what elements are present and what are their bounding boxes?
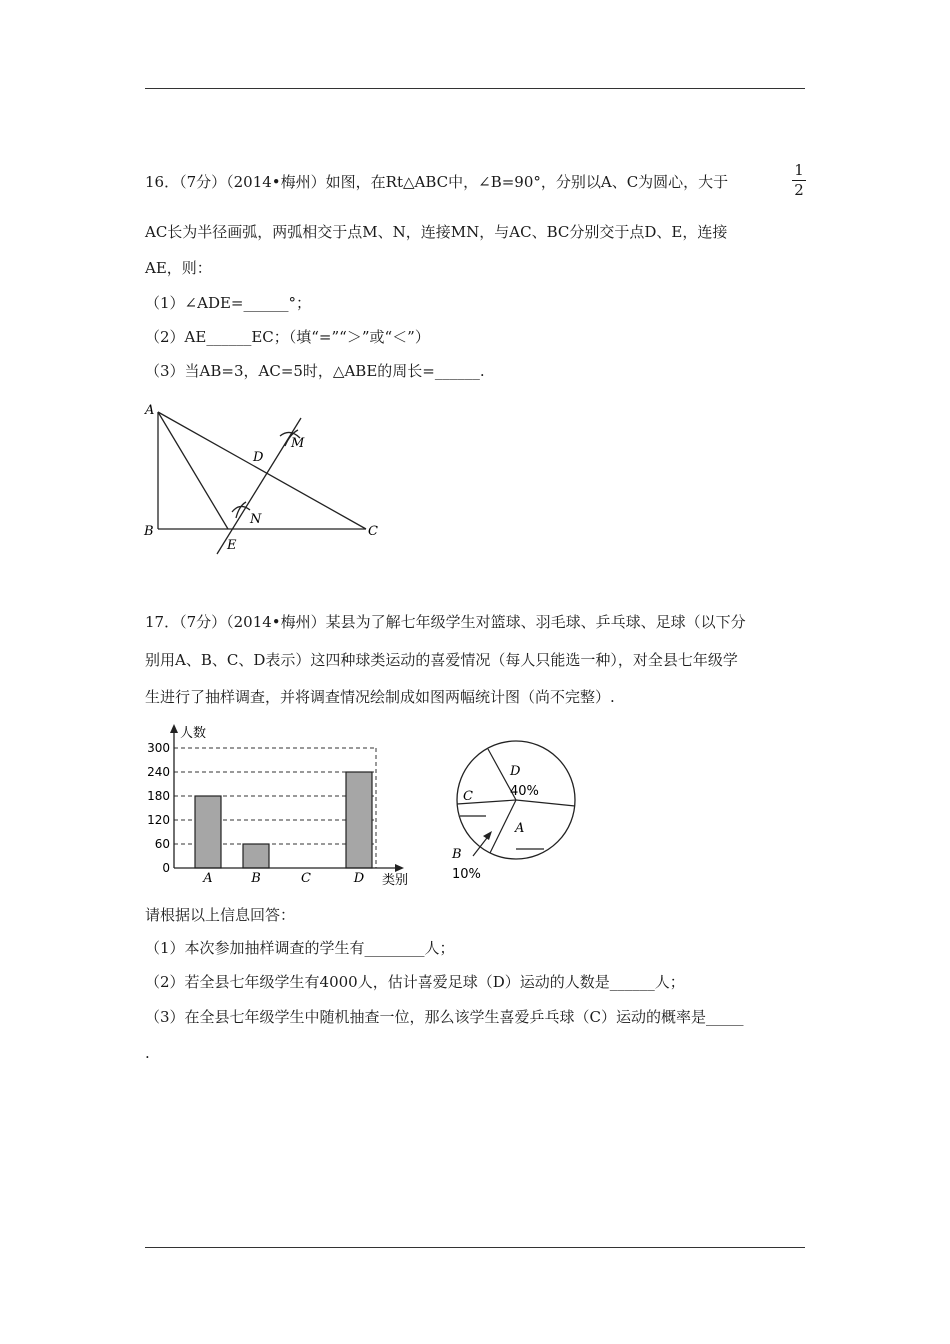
q16-line2: AC长为半径画弧，两弧相交于点M、N，连接MN，与AC、BC分别交于点D、E，连接 <box>145 223 728 241</box>
fraction-denominator: 2 <box>794 181 804 199</box>
x-axis-label: 类别 <box>382 873 409 888</box>
pie-label-d: D <box>510 764 521 779</box>
q17-item1: （1）本次参加抽样调查的学生有________人； <box>145 939 455 957</box>
label-c: C <box>368 524 378 539</box>
q17-item3-end: . <box>145 1044 150 1062</box>
q16-line1: 16．（7分）（2014•梅州）如图，在Rt△ABC中，∠B=90°，分别以A、C为圆心，大于 <box>145 173 729 191</box>
x-axis-arrow <box>395 864 404 872</box>
label-a: A <box>145 403 155 418</box>
q16-line3: AE，则： <box>145 259 212 277</box>
pie-label-b: B <box>452 847 462 862</box>
q16-item2: （2）AE______EC；（填“=”“＞”或“＜”） <box>145 328 430 346</box>
q17-prompt: 请根据以上信息回答： <box>145 906 296 924</box>
q17-line2: 别用A、B、C、D表示）这四种球类运动的喜爱情况（每人只能选一种），对全县七年级学 <box>145 651 738 669</box>
q17-item2: （2）若全县七年级学生有4000人，估计喜爱足球（D）运动的人数是______人； <box>145 973 685 991</box>
label-d: D <box>253 450 264 465</box>
bar-D <box>346 772 372 868</box>
triangle-figure <box>140 398 390 563</box>
y-axis-arrow <box>170 724 178 733</box>
q17-line1: 17．（7分）（2014•梅州）某县为了解七年级学生对篮球、羽毛球、乒乓球、足球（以下分 <box>145 613 746 631</box>
pie-value-b: 10% <box>452 867 481 882</box>
bar-chart <box>140 720 425 890</box>
fraction-one-half <box>792 162 806 199</box>
segment-ae <box>158 412 228 529</box>
q17-line3: 生进行了抽样调查，并将调查情况绘制成如图两幅统计图（尚不完整）. <box>145 688 615 706</box>
label-e: E <box>227 538 237 553</box>
label-b: B <box>144 524 154 539</box>
category-B: B <box>251 871 261 886</box>
pie-label-c: C <box>463 789 473 804</box>
pie-arrow-b-head <box>483 831 492 840</box>
label-m: M <box>291 436 305 451</box>
pie-divider-b-a <box>490 800 516 853</box>
bar-B <box>243 844 269 868</box>
footer-rule <box>145 1247 805 1248</box>
y-tick-300: 300 <box>147 741 170 755</box>
y-tick-60: 60 <box>154 837 170 851</box>
pie-value-d: 40% <box>510 784 539 799</box>
y-axis-label: 人数 <box>180 726 207 741</box>
q17-item3: （3）在全县七年级学生中随机抽查一位，那么该学生喜爱乒乓球（C）运动的概率是_____ <box>145 1008 744 1026</box>
category-A: A <box>203 871 213 886</box>
y-tick-0: 0 <box>162 861 170 875</box>
pie-label-a: A <box>515 821 525 836</box>
category-C: C <box>301 871 311 886</box>
category-D: D <box>353 871 365 886</box>
y-tick-120: 120 <box>147 813 170 827</box>
pie-divider-d-a <box>516 800 575 806</box>
pie-chart <box>440 728 590 888</box>
y-tick-240: 240 <box>147 765 170 779</box>
y-tick-180: 180 <box>147 789 170 803</box>
label-n: N <box>250 512 262 527</box>
side-ac <box>158 412 366 529</box>
bar-A <box>195 796 221 868</box>
q16-item3: （3）当AB=3，AC=5时，△ABE的周长=______. <box>145 362 485 380</box>
fraction-numerator: 1 <box>794 161 804 179</box>
header-rule <box>145 88 805 89</box>
q16-item1: （1）∠ADE=______°； <box>145 294 311 312</box>
